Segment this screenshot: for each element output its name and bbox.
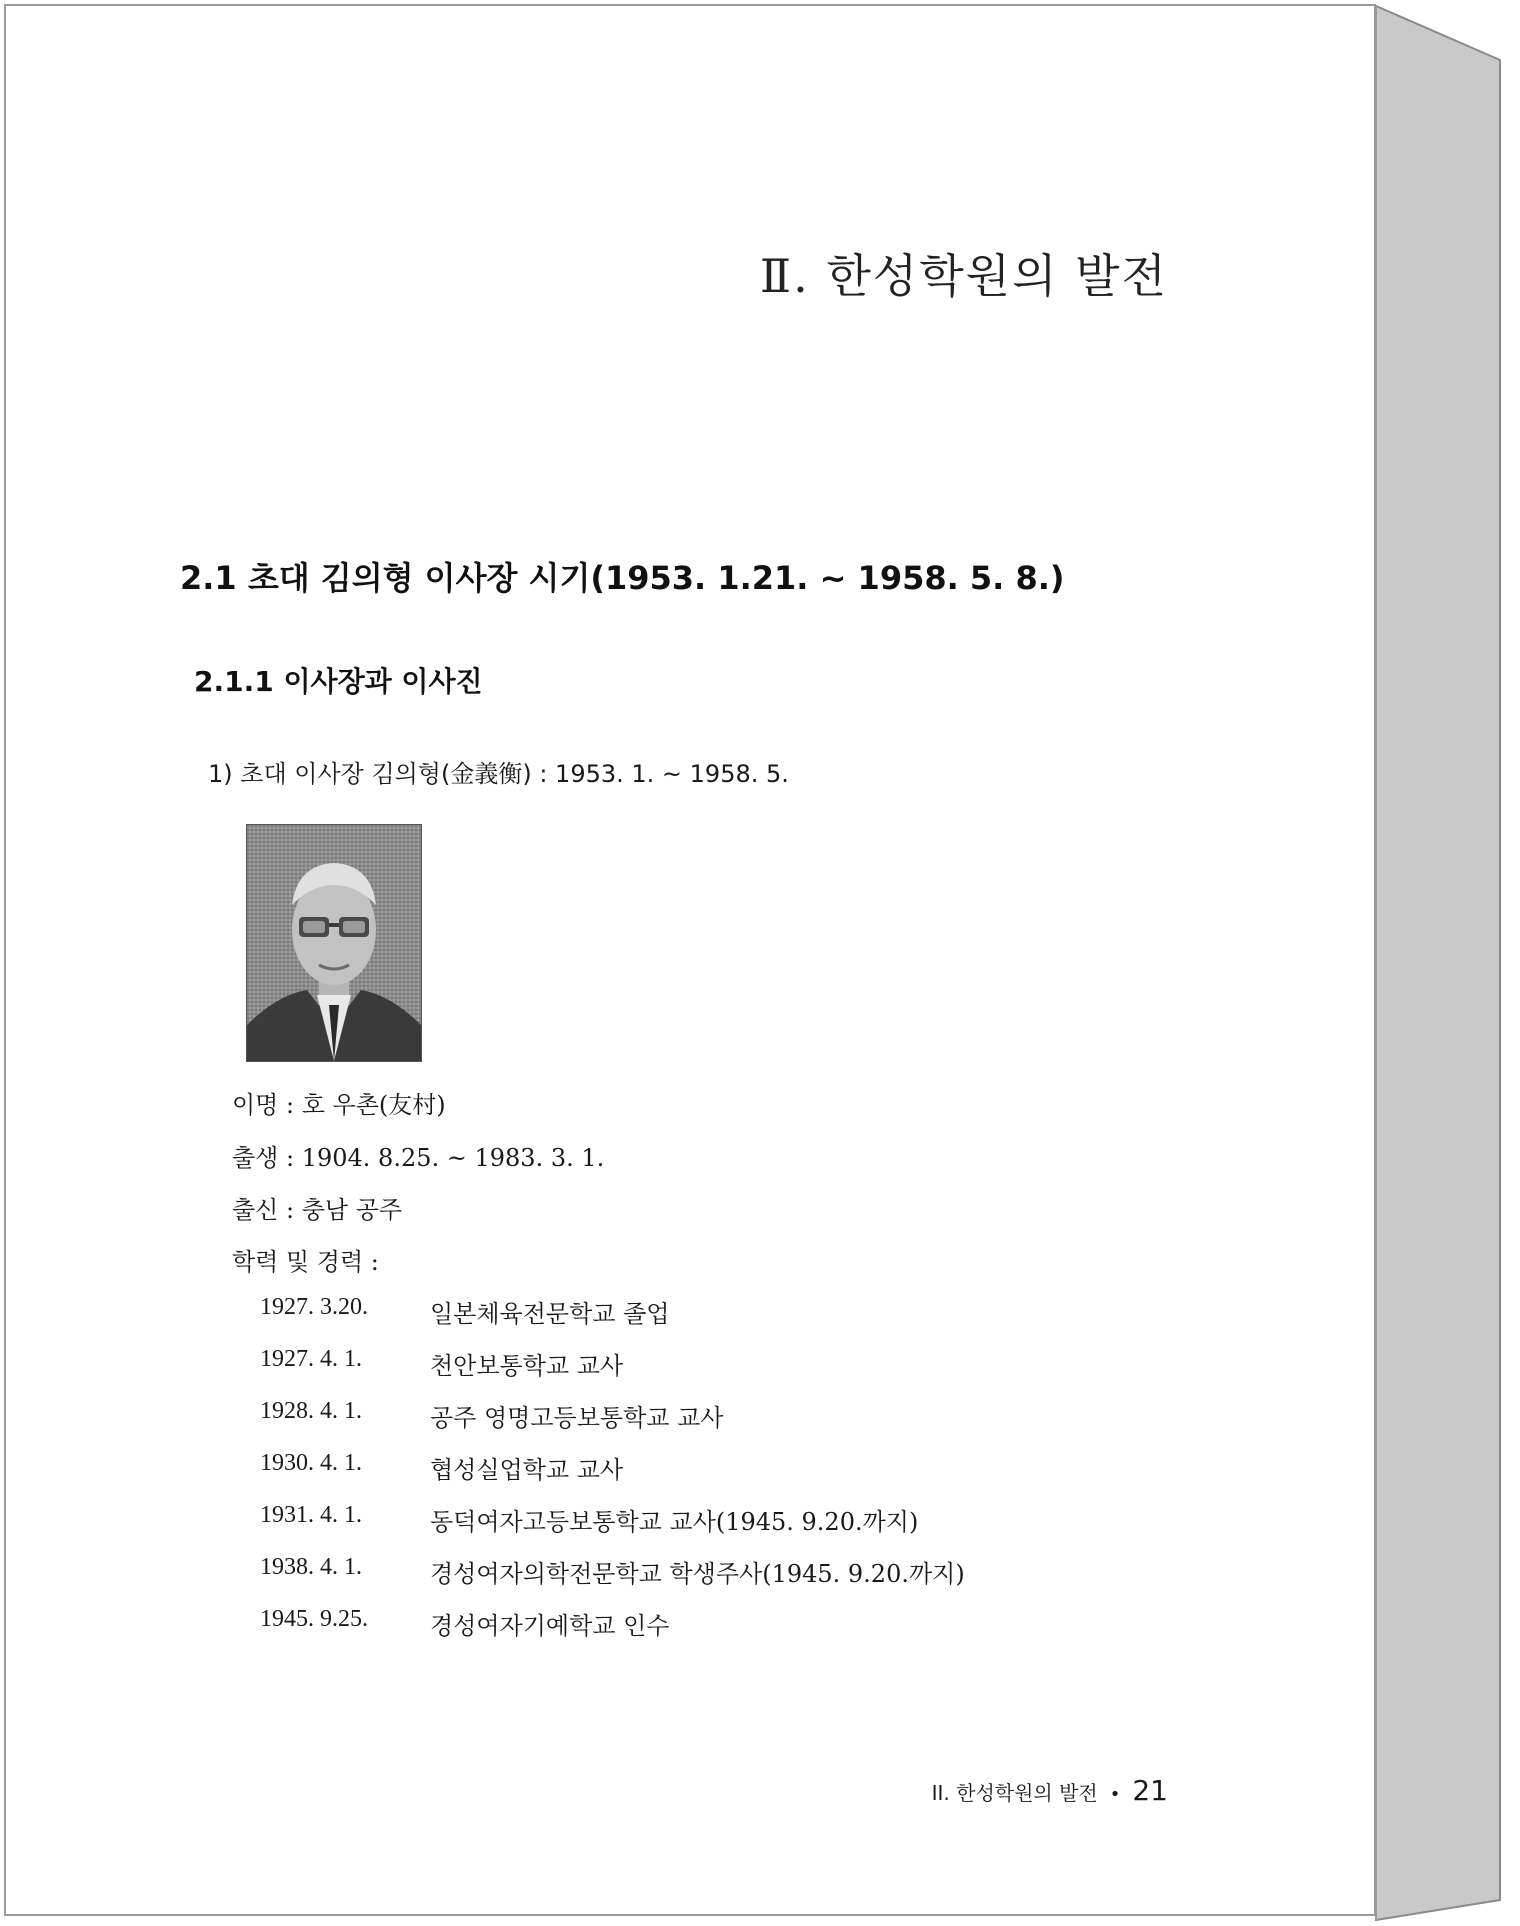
subsection-heading: 2.1.1 이사장과 이사진 <box>194 665 483 698</box>
career-desc: 협성실업학교 교사 <box>430 1456 624 1484</box>
document-page <box>4 4 1376 1916</box>
profile-birth: 출생 : 1904. 8.25. ~ 1983. 3. 1. <box>232 1144 605 1172</box>
career-desc: 공주 영명고등보통학교 교사 <box>430 1404 724 1432</box>
career-desc: 일본체육전문학교 졸업 <box>430 1300 670 1328</box>
career-date: 1927. 3.20. <box>260 1294 368 1320</box>
running-title: II. 한성학원의 발전 <box>931 1781 1098 1805</box>
item-heading: 1) 초대 이사장 김의형(金義衡) : 1953. 1. ~ 1958. 5. <box>208 760 789 788</box>
career-date: 1928. 4. 1. <box>260 1398 362 1424</box>
career-date: 1938. 4. 1. <box>260 1554 362 1580</box>
career-date: 1931. 4. 1. <box>260 1502 362 1528</box>
career-desc: 동덕여자고등보통학교 교사(1945. 9.20.까지) <box>430 1508 919 1536</box>
chapter-title: Ⅱ. 한성학원의 발전 <box>759 249 1168 303</box>
page-footer <box>932 1774 1168 1807</box>
section-heading: 2.1 초대 김의형 이사장 시기(1953. 1.21. ~ 1958. 5. 8.) <box>180 559 1065 597</box>
career-date: 1927. 4. 1. <box>260 1346 362 1372</box>
career-date: 1930. 4. 1. <box>260 1450 362 1476</box>
career-desc: 천안보통학교 교사 <box>430 1352 624 1380</box>
profile-pen-name: 이명 : 호 우촌(友村) <box>232 1091 446 1119</box>
profile-career-label: 학력 및 경력 : <box>232 1248 379 1276</box>
career-date: 1945. 9.25. <box>260 1606 368 1632</box>
career-desc: 경성여자기예학교 인수 <box>430 1612 670 1640</box>
footer-bullet: • <box>1109 1784 1121 1805</box>
page-number: 21 <box>1132 1774 1168 1807</box>
profile-origin: 출신 : 충남 공주 <box>232 1196 403 1224</box>
portrait-photo <box>246 824 422 1062</box>
career-desc: 경성여자의학전문학교 학생주사(1945. 9.20.까지) <box>430 1560 965 1588</box>
